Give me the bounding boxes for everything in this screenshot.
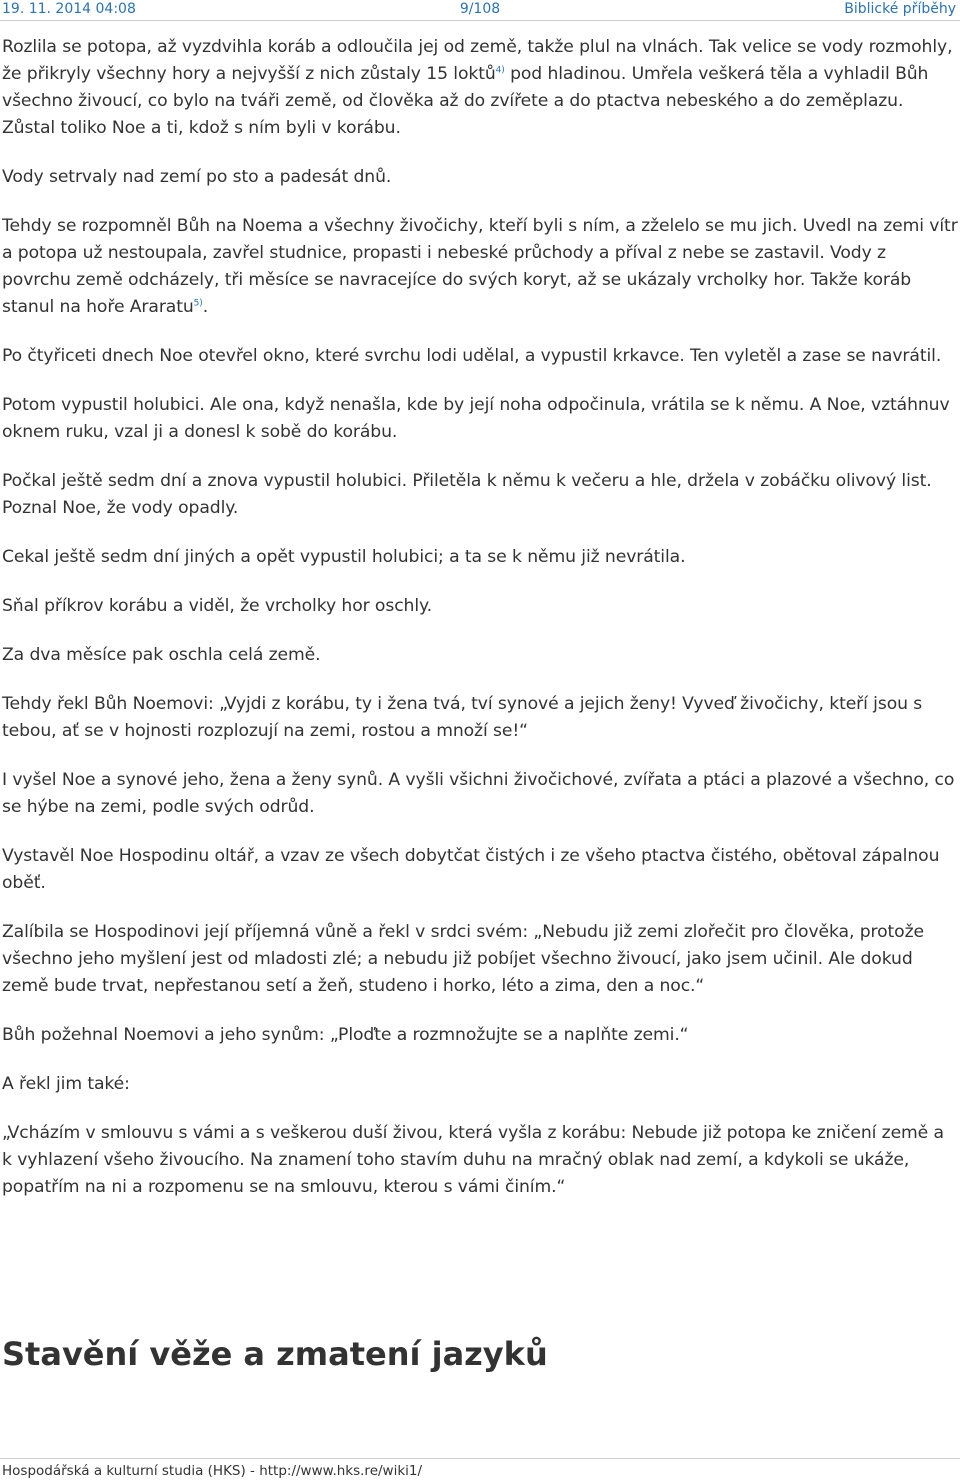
site-title-link[interactable]: Biblické příběhy: [844, 1, 956, 17]
print-datetime: 19. 11. 2014 04:08: [2, 1, 136, 17]
paragraph: Po čtyřiceti dnech Noe otevřel okno, které svrchu lodi udělal, a vypustil krkavce. Ten vyletěl a zase se navrátil.: [2, 346, 942, 366]
paragraph: Vystavěl Noe Hospodinu oltář, a vzav ze všech dobytčat čistých i ze všeho ptactva čistého, obětoval zápalnou oběť.: [2, 846, 940, 893]
page-number: 9/108: [459, 1, 501, 17]
paragraph: Vody setrvaly nad zemí po sto a padesát dnů.: [2, 167, 392, 187]
footnote-ref-5[interactable]: 5): [193, 298, 203, 309]
paragraph: A řekl jim také:: [2, 1074, 130, 1094]
paragraph-ararat: Tehdy se rozpomněl Bůh na Noema a všechny živočichy, kteří byli s ním, a zželelo se mu jich. Uvedl na zemi vítr a potopa už nestoupala, zavřel studnice, propasti i nebeské průchody a příval z nebe se zastavil. Vody z povrchu země odcházely, tři měsíce se navracejíce do svých koryt, až se ukázaly vrcholky hor. Takže koráb stanul na hoře Araratu$^{5)}$.: [2, 216, 958, 317]
paragraph: Bůh požehnal Noemovi a jeho synům: „Ploďte a rozmnožujte se a naplňte zemi.“: [2, 1025, 689, 1045]
paragraph: Sňal příkrov korábu a viděl, že vrcholky hor oschly.: [2, 596, 433, 616]
paragraph: „Vcházím v smlouvu s vámi a s veškerou duší živou, která vyšla z korábu: Nebude již potopa ke zničení země a k vyhlazení všeho živoucího. Na znamení toho stavím duhu na mračný oblak nad zemí, a kdykoli se ukáže, popatřím na ni a rozpomenu se na smlouvu, kterou s vámi činím.“: [2, 1123, 944, 1197]
paragraph: Cekal ještě sedm dní jiných a opět vypustil holubici; a ta se k němu již nevrátila.: [2, 547, 686, 567]
footer-source-link[interactable]: Hospodářská a kulturní studia (HKS) - http://www.hks.re/wiki1/: [2, 1463, 423, 1479]
paragraph: Potom vypustil holubici. Ale ona, když nenašla, kde by její noha odpočinula, vrátila se k němu. A Noe, vztáhnuv oknem ruku, vzal ji a donesl k sobě do korábu.: [2, 395, 950, 442]
page-footer: [0, 1458, 960, 1484]
paragraph-flood: Rozlila se potopa, až vyzdvihla koráb a odloučila jej od země, takže plul na vlnách. Tak velice se vody rozmohly, že přikryly všechny hory a nejvyšší z nich zůstaly 15 loktů$^{4)}$ pod hladinou. Umřela veškerá těla a vyhladil Bůh všechno živoucí, co bylo na tváři země, od člověka až do zvířete a do ptactva nebeského a do zeměplazu. Zůstal toliko Noe a ti, kdož s ním byli v korábu.: [2, 37, 953, 138]
page-header: [0, 0, 960, 21]
section-heading: Stavění věže a zmatení jazyků: [2, 1335, 548, 1373]
paragraph: Za dva měsíce pak oschla celá země.: [2, 645, 321, 665]
paragraph: Zalíbila se Hospodinovi její příjemná vůně a řekl v srdci svém: „Nebudu již zemi zlořečit pro člověka, protože všechno jeho myšlení jest od mladosti zlé; a nebudu již pobíjet všechno živoucí, jako jsem učinil. Ale dokud země bude trvat, nepřestanou setí a žeň, studeno i horko, léto a zima, den a noc.“: [2, 922, 924, 996]
paragraph: I vyšel Noe a synové jeho, žena a ženy synů. A vyšli všichni živočichové, zvířata a ptáci a plazové a všechno, co se hýbe na zemi, podle svých odrůd.: [2, 770, 955, 817]
paragraph: Tehdy řekl Bůh Noemovi: „Vyjdi z korábu, ty i žena tvá, tví synové a jejich ženy! Vyveď živočichy, kteří jsou s tebou, ať se v hojnosti rozplozují na zemi, rostou a množí se!“: [2, 694, 923, 741]
footnote-ref-4[interactable]: 4): [495, 65, 505, 76]
paragraph: Počkal ještě sedm dní a znova vypustil holubici. Přiletěla k němu k večeru a hle, držela v zobáčku olivový list. Poznal Noe, že vody opadly.: [2, 471, 932, 518]
article-body: [2, 34, 958, 1223]
